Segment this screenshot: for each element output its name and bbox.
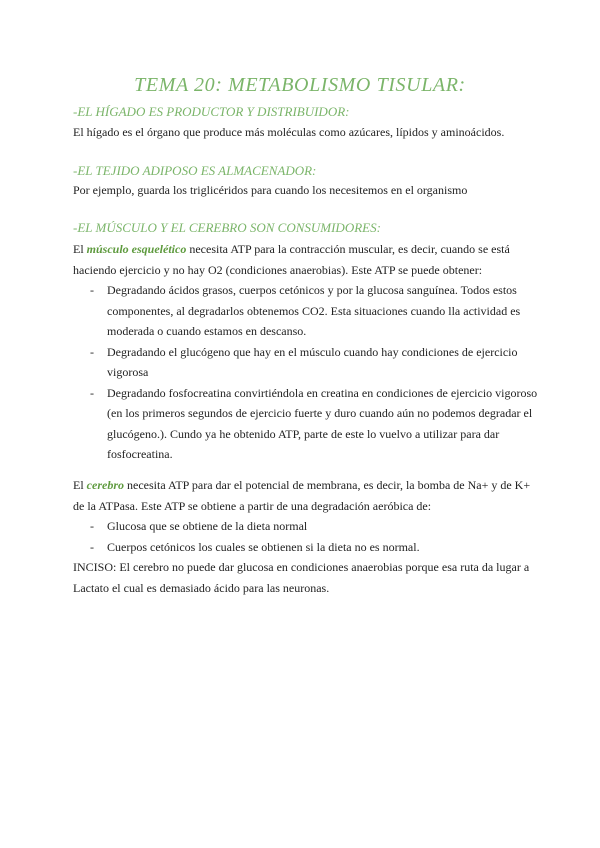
list-dash: - — [90, 344, 94, 359]
brain-term: cerebro — [86, 478, 124, 492]
brain-paragraph — [73, 475, 543, 516]
muscle-prefix: El — [73, 242, 84, 256]
liver-paragraph: El hígado es el órgano que produce más moléculas como azúcares, lípidos y aminoácidos. — [73, 125, 505, 139]
list-item-text: Degradando el glucógeno que hay en el músculo cuando hay condiciones de ejercicio vigorosa — [107, 344, 518, 379]
list-dash: - — [90, 519, 94, 533]
list-dash: - — [90, 385, 94, 400]
liver-heading: -EL HÍGADO ES PRODUCTOR Y DISTRIBUIDOR: — [73, 104, 350, 119]
list-dash: - — [90, 539, 94, 554]
adipose-heading: -EL TEJIDO ADIPOSO ES ALMACENADOR: — [73, 163, 317, 178]
list-item-text: Cuerpos cetónicos los cuales se obtienen si la dieta no es normal. — [107, 539, 420, 554]
list-item — [73, 537, 543, 558]
brain-text: necesita ATP para dar el potencial de membrana, es decir, la bomba de Na+ y de K+ de la ATPasa. Este ATP se obtiene a partir de una degradación aeróbica de: — [73, 478, 531, 513]
list-item-text: Degradando fosfocreatina convirtiéndola en creatina en condiciones de ejercicio vigoroso (en los primeros segundos de ejercicio fuerte y duro cuando aún no podemos degradar el glucógeno.). Cundo ya he obtenido ATP, parte de este lo vuelvo a utilizar para dar fosfocreatina. — [107, 385, 538, 461]
list-item-text: Degradando ácidos grasos, cuerpos cetónicos y por la glucosa sanguínea. Todos estos componentes, al degradarlos obtenemos CO2. Esta situaciones cuando lla actividad es moderada o cuando estamos en descanso. — [107, 283, 521, 338]
list-item — [73, 342, 543, 383]
brain-sources-list — [73, 516, 543, 557]
muscle-paragraph — [73, 239, 543, 280]
list-item — [73, 383, 543, 465]
muscle-sources-list — [73, 280, 543, 465]
list-dash: - — [90, 283, 94, 297]
page-title: TEMA 20: METABOLISMO TISULAR: — [134, 74, 466, 96]
list-item — [73, 516, 543, 537]
brain-prefix: El — [73, 478, 84, 492]
adipose-paragraph: Por ejemplo, guarda los triglicéridos para cuando los necesitemos en el organismo — [73, 183, 468, 197]
muscle-text: necesita ATP para la contracción muscular, es decir, cuando se está haciendo ejercicio y no hay O2 (condiciones anaerobias). Este ATP se puede obtener: — [73, 242, 510, 277]
inciso-paragraph: INCISO: El cerebro no puede dar glucosa en condiciones anaerobias porque esa ruta da lugar a Lactato el cual es demasiado ácido para las neuronas. — [73, 560, 530, 595]
list-item — [73, 280, 543, 342]
muscle-term: músculo esquelético — [86, 242, 187, 256]
consumers-heading: -EL MÚSCULO Y EL CEREBRO SON CONSUMIDORES: — [73, 220, 381, 235]
list-item-text: Glucosa que se obtiene de la dieta normal — [107, 519, 308, 533]
